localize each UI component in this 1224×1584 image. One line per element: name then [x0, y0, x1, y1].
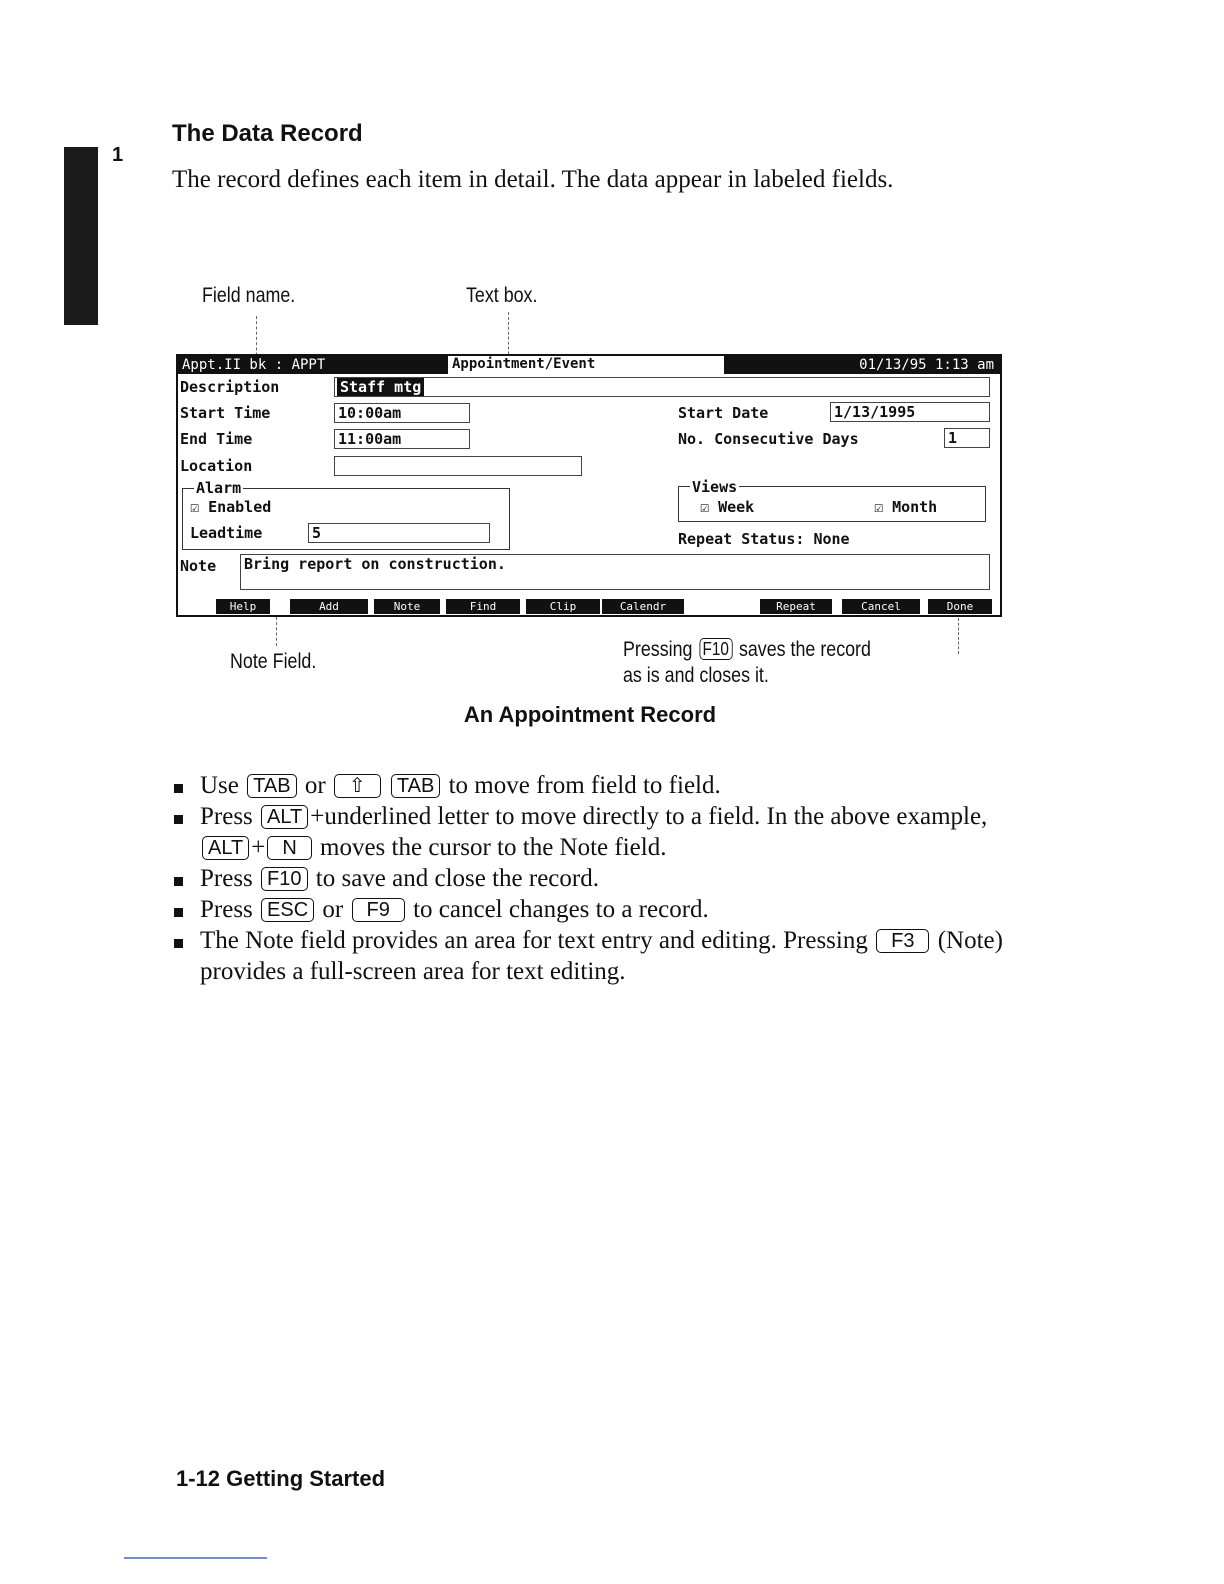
consecutive-days-label: No. Consecutive Days: [678, 430, 859, 448]
fkey-help[interactable]: Help: [216, 599, 270, 614]
fkey-find[interactable]: Find: [446, 599, 520, 614]
chapter-number: 1: [112, 144, 124, 166]
description-input[interactable]: [334, 377, 990, 397]
function-key-bar: [178, 597, 1000, 615]
fkey-add[interactable]: Add: [290, 599, 368, 614]
note-label: Note: [180, 557, 217, 575]
callout-text-box: Text box.: [466, 284, 538, 307]
week-label: Week: [718, 498, 755, 516]
repeat-status: Repeat Status: None: [678, 530, 850, 548]
start-time-input[interactable]: 10:00am: [334, 403, 470, 423]
enabled-label: Enabled: [208, 498, 272, 516]
f10-key: F10: [261, 867, 307, 891]
callout-f10: [623, 637, 929, 689]
alt-key: ALT: [261, 805, 308, 829]
section-title: The Data Record: [172, 120, 363, 147]
window-title: Appointment/Event: [448, 356, 724, 374]
alt-key: ALT: [202, 836, 249, 860]
leadtime-input[interactable]: 5: [308, 523, 490, 543]
views-label: Views: [692, 478, 738, 496]
description-label: Description: [180, 378, 280, 396]
intro-paragraph: The record defines each item in detail. The data appear in labeled fields.: [172, 166, 894, 193]
app-title: Appt.II bk : APPT: [182, 357, 326, 373]
callout-note-field: Note Field.: [230, 650, 317, 673]
callout-f10-text: saves the record: [738, 638, 871, 661]
fkey-done[interactable]: Done: [928, 599, 992, 614]
end-time-input[interactable]: 11:00am: [334, 429, 470, 449]
shift-key: ⇧: [334, 774, 381, 798]
list-item: Press ALT +underlined letter to move directly to a field. In the above example, ALT + N moves the cursor to the Note field.: [172, 801, 1032, 863]
page-footer: 1-12 Getting Started: [176, 1466, 386, 1491]
instruction-list: [172, 770, 1032, 987]
location-input[interactable]: [334, 456, 582, 476]
month-label: Month: [892, 498, 938, 516]
tab-key: TAB: [391, 774, 440, 798]
appointment-screen: [176, 354, 1002, 617]
tab-key: TAB: [247, 774, 296, 798]
description-value: Staff mtg: [337, 378, 424, 396]
chapter-tab-marker: [64, 147, 98, 325]
end-time-label: End Time: [180, 430, 253, 448]
footer-rule: [124, 1557, 267, 1559]
callout-field-name: Field name.: [202, 284, 296, 307]
f10-key: F10: [699, 638, 732, 660]
figure-caption: An Appointment Record: [463, 702, 717, 727]
f9-key: F9: [352, 898, 405, 922]
datetime-display: 01/13/95 1:13 am: [859, 357, 994, 373]
callout-f10-text: Pressing: [623, 638, 693, 661]
note-field[interactable]: Bring report on construction.: [240, 554, 990, 590]
start-time-label: Start Time: [180, 404, 271, 422]
enabled-checkbox[interactable]: ☑ Enabled: [190, 498, 272, 516]
esc-key: ESC: [261, 898, 314, 922]
fkey-clip[interactable]: Clip: [526, 599, 600, 614]
week-checkbox[interactable]: ☑ Week: [700, 498, 755, 516]
fkey-repeat[interactable]: Repeat: [760, 599, 832, 614]
fkey-calendar[interactable]: Calendr: [602, 599, 684, 614]
month-checkbox[interactable]: ☑ Month: [874, 498, 938, 516]
list-item: Press ESC or F9 to cancel changes to a record.: [172, 894, 1032, 925]
list-item: The Note field provides an area for text entry and editing. Pressing F3 (Note) provides a full-screen area for text editing.: [172, 925, 1032, 987]
start-date-input[interactable]: 1/13/1995: [830, 402, 990, 422]
f3-key: F3: [876, 929, 929, 953]
consecutive-days-input[interactable]: 1: [944, 428, 990, 448]
alarm-label: Alarm: [196, 479, 242, 497]
list-item: Use TAB or ⇧ TAB to move from field to field.: [172, 770, 1032, 801]
fkey-note[interactable]: Note: [374, 599, 440, 614]
list-item: Press F10 to save and close the record.: [172, 863, 1032, 894]
screen-title-bar: [178, 356, 1000, 374]
callout-f10-text: as is and closes it.: [623, 664, 769, 687]
leadtime-label: Leadtime: [190, 524, 263, 542]
leader-line: [958, 618, 959, 654]
start-date-label: Start Date: [678, 404, 769, 422]
fkey-cancel[interactable]: Cancel: [842, 599, 920, 614]
n-key: N: [267, 836, 311, 860]
location-label: Location: [180, 457, 253, 475]
